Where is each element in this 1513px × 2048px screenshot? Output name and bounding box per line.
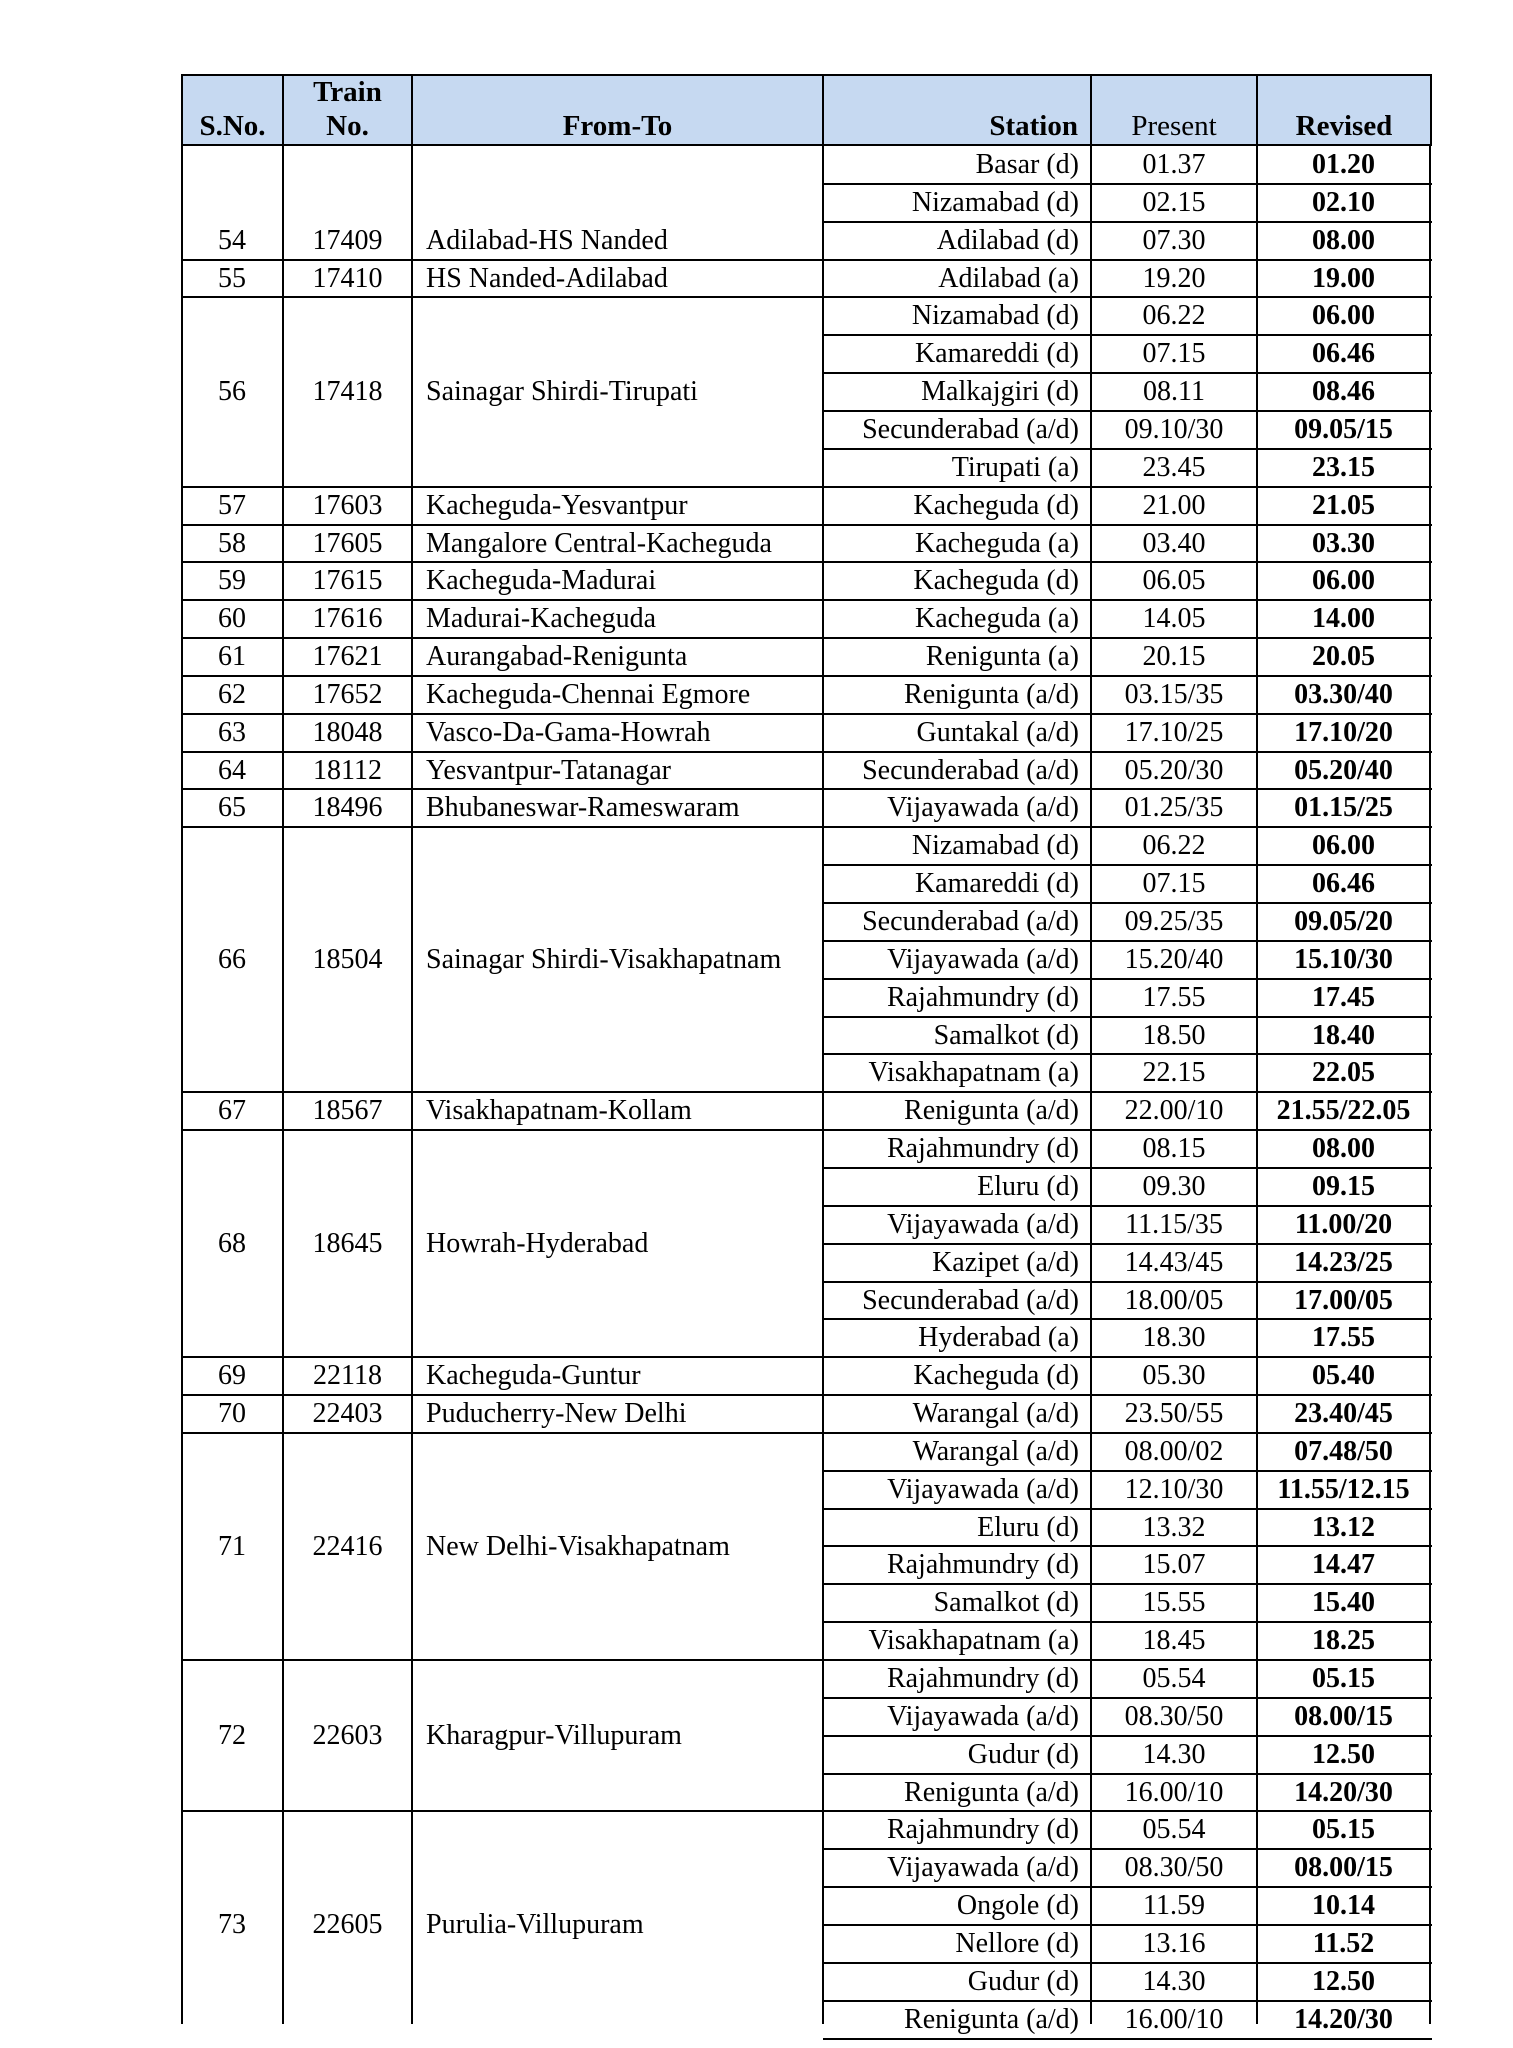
- from-to-cell: Kacheguda-Chennai Egmore: [426, 678, 751, 710]
- present-time-cell: 14.05: [1142, 603, 1206, 635]
- station-cell: Samalkot (d): [933, 1019, 1079, 1051]
- revised-time-cell: 17.00/05: [1294, 1284, 1393, 1316]
- train-number-cell: 17409: [312, 224, 383, 256]
- revised-time-cell: 20.05: [1312, 641, 1375, 673]
- revised-time-cell: 17.10/20: [1294, 716, 1393, 748]
- group-divider: [181, 1810, 823, 1812]
- train-number-cell: 17616: [312, 603, 383, 635]
- column-divider: [822, 146, 824, 2024]
- revised-time-cell: 01.15/25: [1294, 792, 1393, 824]
- present-time-cell: 05.20/30: [1124, 754, 1224, 786]
- station-cell: Guntakal (a/d): [916, 716, 1079, 748]
- station-cell: Tirupati (a): [951, 451, 1079, 483]
- from-to-cell: Kacheguda-Madurai: [426, 565, 657, 597]
- station-cell: Eluru (d): [977, 1170, 1079, 1202]
- revised-time-cell: 06.46: [1312, 338, 1375, 370]
- serial-number-cell: 70: [218, 1398, 246, 1430]
- revised-time-cell: 14.20/30: [1294, 1776, 1393, 1808]
- present-time-cell: 08.00/02: [1124, 1435, 1224, 1467]
- present-time-cell: 22.00/10: [1124, 1095, 1224, 1127]
- present-time-cell: 20.15: [1142, 641, 1206, 673]
- from-to-cell: Yesvantpur-Tatanagar: [426, 754, 671, 786]
- revised-time-cell: 06.46: [1312, 868, 1375, 900]
- present-time-cell: 15.20/40: [1124, 943, 1224, 975]
- present-time-cell: 06.22: [1142, 830, 1206, 862]
- station-cell: Secunderabad (a/d): [862, 1284, 1079, 1316]
- train-number-cell: 22605: [312, 1909, 383, 1941]
- serial-number-cell: 68: [218, 1227, 246, 1259]
- station-cell: Rajahmundry (d): [886, 981, 1079, 1013]
- revised-time-cell: 11.00/20: [1294, 1208, 1393, 1240]
- present-time-cell: 06.22: [1142, 300, 1206, 332]
- station-cell: Vijayawada (a/d): [887, 1208, 1079, 1240]
- header-present-label: Present: [1131, 110, 1217, 142]
- serial-number-cell: 56: [218, 376, 246, 408]
- column-divider: [411, 146, 413, 2024]
- station-cell: Renigunta (a/d): [904, 678, 1079, 710]
- revised-time-cell: 11.52: [1312, 1927, 1375, 1959]
- present-time-cell: 08.30/50: [1124, 1852, 1224, 1884]
- present-time-cell: 14.30: [1142, 1738, 1206, 1770]
- serial-number-cell: 66: [218, 943, 246, 975]
- station-cell: Renigunta (a/d): [904, 2003, 1079, 2035]
- station-cell: Rajahmundry (d): [886, 1814, 1079, 1846]
- present-time-cell: 02.15: [1142, 186, 1206, 218]
- revised-time-cell: 14.47: [1312, 1549, 1375, 1581]
- station-cell: Basar (d): [975, 149, 1079, 180]
- from-to-cell: Mangalore Central-Kacheguda: [426, 527, 772, 559]
- serial-number-cell: 67: [218, 1095, 246, 1127]
- present-time-cell: 05.54: [1142, 1814, 1206, 1846]
- station-cell: Warangal (a/d): [912, 1435, 1079, 1467]
- present-time-cell: 12.10/30: [1124, 1473, 1224, 1505]
- header-station-label: Station: [989, 110, 1078, 142]
- station-cell: Kazipet (a/d): [932, 1246, 1079, 1278]
- station-cell: Visakhapatnam (a): [868, 1057, 1079, 1089]
- header-train-no: [282, 74, 413, 146]
- revised-time-cell: 06.00: [1312, 565, 1375, 597]
- station-cell: Kamareddi (d): [914, 868, 1079, 900]
- revised-time-cell: 08.00: [1312, 1133, 1375, 1165]
- present-time-cell: 03.40: [1142, 527, 1206, 559]
- station-cell: Vijayawada (a/d): [887, 943, 1079, 975]
- column-divider: [1256, 146, 1258, 2024]
- revised-time-cell: 14.20/30: [1294, 2003, 1393, 2035]
- header-present: [1090, 74, 1258, 146]
- station-cell: Adilabad (d): [936, 224, 1079, 256]
- station-cell: Visakhapatnam (a): [868, 1625, 1079, 1657]
- train-number-cell: 22603: [312, 1719, 383, 1751]
- serial-number-cell: 61: [218, 641, 246, 673]
- present-time-cell: 15.07: [1142, 1549, 1206, 1581]
- present-time-cell: 17.55: [1142, 981, 1206, 1013]
- present-time-cell: 08.15: [1142, 1133, 1206, 1165]
- header-train-line2: No.: [326, 110, 369, 142]
- revised-time-cell: 09.05/15: [1294, 413, 1393, 445]
- station-cell: Ongole (d): [956, 1890, 1079, 1922]
- train-number-cell: 18645: [312, 1227, 383, 1259]
- present-time-cell: 18.30: [1142, 1322, 1206, 1354]
- header-sno-label: S.No.: [199, 110, 266, 142]
- revised-time-cell: 12.50: [1312, 1738, 1375, 1770]
- present-time-cell: 15.55: [1142, 1587, 1206, 1619]
- present-time-cell: 09.25/35: [1124, 906, 1224, 937]
- train-timing-table: [181, 74, 1432, 2035]
- revised-time-cell: 18.25: [1312, 1625, 1375, 1657]
- present-time-cell: 13.32: [1142, 1511, 1206, 1543]
- column-divider: [282, 146, 284, 2024]
- from-to-cell: Puducherry-New Delhi: [426, 1398, 687, 1430]
- station-cell: Vijayawada (a/d): [887, 1700, 1079, 1732]
- station-cell: Warangal (a/d): [912, 1398, 1079, 1430]
- station-cell: Rajahmundry (d): [886, 1663, 1079, 1694]
- station-cell: Nizamabad (d): [911, 830, 1079, 862]
- group-divider: [181, 1659, 823, 1661]
- from-to-cell: Kharagpur-Villupuram: [426, 1719, 682, 1751]
- revised-time-cell: 17.55: [1312, 1322, 1375, 1354]
- present-time-cell: 07.15: [1142, 868, 1206, 900]
- station-cell: Kacheguda (d): [913, 1360, 1079, 1392]
- train-number-cell: 17410: [312, 262, 383, 294]
- from-to-cell: HS Nanded-Adilabad: [426, 262, 668, 294]
- serial-number-cell: 62: [218, 678, 246, 710]
- station-cell: Nizamabad (d): [911, 186, 1079, 218]
- present-time-cell: 14.30: [1142, 1965, 1206, 1997]
- revised-time-cell: 01.20: [1312, 149, 1375, 180]
- station-cell: Secunderabad (a/d): [862, 754, 1079, 786]
- revised-time-cell: 07.48/50: [1294, 1435, 1393, 1467]
- group-divider: [181, 826, 823, 828]
- station-cell: Secunderabad (a/d): [862, 906, 1079, 937]
- from-to-cell: Bhubaneswar-Rameswaram: [426, 792, 740, 824]
- station-cell: Renigunta (a): [925, 641, 1079, 673]
- revised-time-cell: 03.30: [1312, 527, 1375, 559]
- from-to-cell: Purulia-Villupuram: [426, 1909, 644, 1941]
- present-time-cell: 17.10/25: [1124, 716, 1224, 748]
- present-time-cell: 05.30: [1142, 1360, 1206, 1392]
- present-time-cell: 08.11: [1143, 376, 1205, 408]
- present-time-cell: 21.00: [1142, 489, 1206, 521]
- station-cell: Kacheguda (a): [914, 527, 1079, 559]
- present-time-cell: 08.30/50: [1124, 1700, 1224, 1732]
- column-divider: [1090, 146, 1092, 2024]
- group-divider: [181, 1432, 823, 1434]
- from-to-cell: Kacheguda-Yesvantpur: [426, 489, 688, 521]
- station-cell: Renigunta (a/d): [904, 1095, 1079, 1127]
- revised-time-cell: 10.14: [1312, 1890, 1375, 1922]
- present-time-cell: 23.45: [1142, 451, 1206, 483]
- station-cell: Vijayawada (a/d): [887, 792, 1079, 824]
- train-number-cell: 18567: [312, 1095, 383, 1127]
- revised-time-cell: 02.10: [1312, 186, 1375, 218]
- station-cell: Kacheguda (d): [913, 489, 1079, 521]
- revised-time-cell: 18.40: [1312, 1019, 1375, 1051]
- serial-number-cell: 73: [218, 1909, 246, 1941]
- revised-time-cell: 09.15: [1312, 1170, 1375, 1202]
- revised-time-cell: 14.00: [1312, 603, 1375, 635]
- revised-time-cell: 22.05: [1312, 1057, 1375, 1089]
- present-time-cell: 01.25/35: [1124, 792, 1224, 824]
- train-number-cell: 18048: [312, 716, 383, 748]
- station-cell: Rajahmundry (d): [886, 1549, 1079, 1581]
- station-cell: Gudur (d): [967, 1738, 1079, 1770]
- train-number-cell: 17652: [312, 678, 383, 710]
- from-to-cell: Kacheguda-Guntur: [426, 1360, 641, 1392]
- station-cell: Eluru (d): [977, 1511, 1079, 1543]
- revised-time-cell: 03.30/40: [1294, 678, 1393, 710]
- train-number-cell: 17621: [312, 641, 383, 673]
- train-number-cell: 17603: [312, 489, 383, 521]
- train-number-cell: 17418: [312, 376, 383, 408]
- station-cell: Nizamabad (d): [911, 300, 1079, 332]
- train-number-cell: 18496: [312, 792, 383, 824]
- serial-number-cell: 57: [218, 489, 246, 521]
- present-time-cell: 01.37: [1142, 149, 1206, 180]
- present-time-cell: 13.16: [1142, 1927, 1206, 1959]
- from-to-cell: Vasco-Da-Gama-Howrah: [426, 716, 711, 748]
- header-revised-label: Revised: [1295, 110, 1393, 142]
- serial-number-cell: 63: [218, 716, 246, 748]
- column-divider: [181, 146, 183, 2024]
- station-cell: Hyderabad (a): [918, 1322, 1079, 1354]
- revised-time-cell: 06.00: [1312, 830, 1375, 862]
- station-cell: Kacheguda (d): [913, 565, 1079, 597]
- revised-time-cell: 08.00/15: [1294, 1700, 1393, 1732]
- from-to-cell: New Delhi-Visakhapatnam: [426, 1530, 730, 1562]
- serial-number-cell: 60: [218, 603, 246, 635]
- present-time-cell: 07.30: [1142, 224, 1206, 256]
- present-time-cell: 14.43/45: [1124, 1246, 1224, 1278]
- header-from-to-label: From-To: [562, 110, 673, 142]
- header-station: [822, 74, 1092, 146]
- present-time-cell: 11.59: [1143, 1890, 1205, 1922]
- serial-number-cell: 72: [218, 1719, 246, 1751]
- revised-time-cell: 21.55/22.05: [1276, 1095, 1411, 1127]
- revised-time-cell: 08.46: [1312, 376, 1375, 408]
- revised-time-cell: 05.15: [1312, 1814, 1375, 1846]
- station-cell: Malkajgiri (d): [921, 376, 1079, 408]
- revised-time-cell: 12.50: [1312, 1965, 1375, 1997]
- header-revised: [1256, 74, 1432, 146]
- train-number-cell: 18112: [313, 754, 382, 786]
- station-cell: Renigunta (a/d): [904, 1776, 1079, 1808]
- present-time-cell: 23.50/55: [1124, 1398, 1224, 1430]
- train-number-cell: 22403: [312, 1398, 383, 1430]
- present-time-cell: 16.00/10: [1124, 1776, 1224, 1808]
- station-cell: Adilabad (a): [938, 262, 1079, 294]
- station-cell: Kacheguda (a): [914, 603, 1079, 635]
- serial-number-cell: 59: [218, 565, 246, 597]
- present-time-cell: 19.20: [1142, 262, 1206, 294]
- group-divider: [181, 296, 823, 298]
- revised-time-cell: 14.23/25: [1294, 1246, 1393, 1278]
- column-divider: [1429, 146, 1431, 2024]
- present-time-cell: 09.30: [1142, 1170, 1206, 1202]
- train-number-cell: 22416: [312, 1530, 383, 1562]
- station-cell: Vijayawada (a/d): [887, 1852, 1079, 1884]
- train-number-cell: 17615: [312, 565, 383, 597]
- from-to-cell: Sainagar Shirdi-Tirupati: [426, 376, 698, 408]
- header-sno: [181, 74, 284, 146]
- present-time-cell: 18.00/05: [1124, 1284, 1224, 1316]
- serial-number-cell: 64: [218, 754, 246, 786]
- from-to-cell: Adilabad-HS Nanded: [426, 224, 668, 256]
- present-time-cell: 07.15: [1142, 338, 1206, 370]
- revised-time-cell: 08.00: [1312, 224, 1375, 256]
- station-cell: Rajahmundry (d): [886, 1133, 1079, 1165]
- revised-time-cell: 17.45: [1312, 981, 1375, 1013]
- header-train-line1: Train: [313, 76, 382, 108]
- serial-number-cell: 71: [218, 1530, 246, 1562]
- present-time-cell: 11.15/35: [1125, 1208, 1223, 1240]
- present-time-cell: 18.50: [1142, 1019, 1206, 1051]
- revised-time-cell: 08.00/15: [1294, 1852, 1393, 1884]
- present-time-cell: 18.45: [1142, 1625, 1206, 1657]
- station-cell: Nellore (d): [955, 1927, 1079, 1959]
- revised-time-cell: 05.40: [1312, 1360, 1375, 1392]
- from-to-cell: Visakhapatnam-Kollam: [426, 1095, 692, 1127]
- revised-time-cell: 13.12: [1312, 1511, 1375, 1543]
- revised-time-cell: 19.00: [1312, 262, 1375, 294]
- serial-number-cell: 55: [218, 262, 246, 294]
- present-time-cell: 16.00/10: [1124, 2003, 1224, 2035]
- serial-number-cell: 65: [218, 792, 246, 824]
- revised-time-cell: 11.55/12.15: [1277, 1473, 1410, 1505]
- present-time-cell: 05.54: [1142, 1663, 1206, 1694]
- serial-number-cell: 54: [218, 224, 246, 256]
- from-to-cell: Howrah-Hyderabad: [426, 1227, 649, 1259]
- from-to-cell: Madurai-Kacheguda: [426, 603, 657, 635]
- revised-time-cell: 23.15: [1312, 451, 1375, 483]
- from-to-cell: Sainagar Shirdi-Visakhapatnam: [426, 943, 782, 975]
- present-time-cell: 09.10/30: [1124, 413, 1224, 445]
- revised-time-cell: 15.40: [1312, 1587, 1375, 1619]
- station-cell: Gudur (d): [967, 1965, 1079, 1997]
- train-number-cell: 18504: [312, 943, 383, 975]
- table-bottom-border: [823, 2038, 1432, 2040]
- train-number-cell: 17605: [312, 527, 383, 559]
- station-cell: Vijayawada (a/d): [887, 1473, 1079, 1505]
- revised-time-cell: 05.15: [1312, 1663, 1375, 1694]
- serial-number-cell: 58: [218, 527, 246, 559]
- revised-time-cell: 06.00: [1312, 300, 1375, 332]
- present-time-cell: 03.15/35: [1124, 678, 1224, 710]
- present-time-cell: 06.05: [1142, 565, 1206, 597]
- revised-time-cell: 15.10/30: [1294, 943, 1393, 975]
- revised-time-cell: 23.40/45: [1294, 1398, 1393, 1430]
- present-time-cell: 22.15: [1142, 1057, 1206, 1089]
- station-cell: Secunderabad (a/d): [862, 413, 1079, 445]
- station-cell: Kamareddi (d): [914, 338, 1079, 370]
- from-to-cell: Aurangabad-Renigunta: [426, 641, 688, 673]
- train-number-cell: 22118: [313, 1360, 382, 1392]
- revised-time-cell: 21.05: [1312, 489, 1375, 521]
- revised-time-cell: 09.05/20: [1294, 906, 1393, 937]
- serial-number-cell: 69: [218, 1360, 246, 1392]
- header-from-to: [411, 74, 824, 146]
- revised-time-cell: 05.20/40: [1294, 754, 1393, 786]
- group-divider: [181, 1129, 823, 1131]
- station-cell: Samalkot (d): [933, 1587, 1079, 1619]
